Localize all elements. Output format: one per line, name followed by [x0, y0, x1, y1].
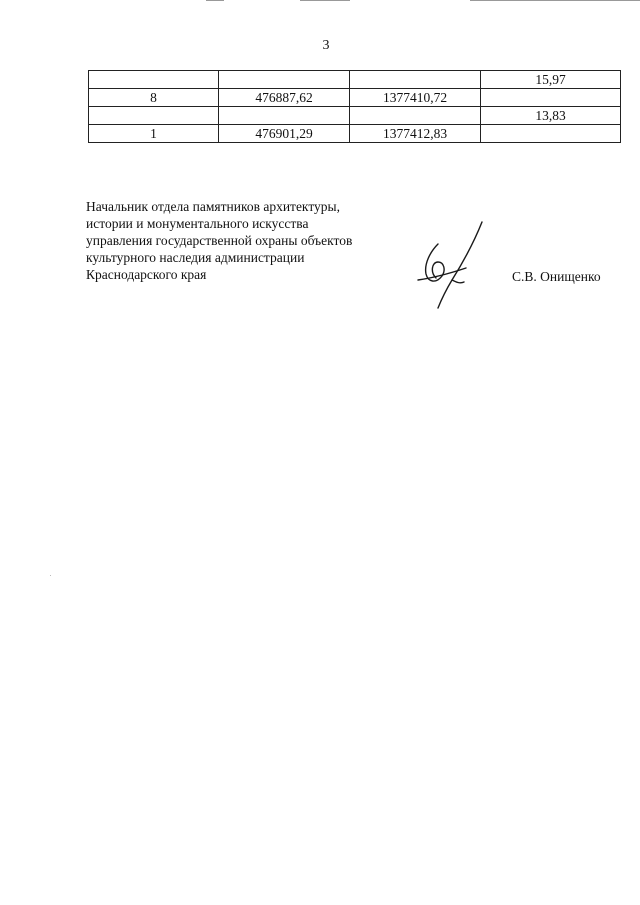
scan-speck	[50, 575, 51, 576]
position-line: культурного наследия администрации	[86, 250, 305, 265]
position-line: Краснодарского края	[86, 267, 207, 282]
position-line: Начальник отдела памятников архитектуры,	[86, 199, 340, 214]
distance-cell	[481, 125, 621, 143]
signatory-position	[86, 198, 406, 283]
x-coordinate-cell	[219, 71, 350, 89]
table-row	[89, 71, 621, 89]
x-coordinate-cell: 476887,62	[219, 89, 350, 107]
point-cell: 1	[89, 125, 219, 143]
y-coordinate-cell	[350, 107, 481, 125]
y-coordinate-cell: 1377412,83	[350, 125, 481, 143]
distance-cell: 13,83	[481, 107, 621, 125]
x-coordinate-cell	[219, 107, 350, 125]
y-coordinate-cell: 1377410,72	[350, 89, 481, 107]
point-cell: 8	[89, 89, 219, 107]
handwritten-signature-icon	[408, 218, 488, 310]
signer-name: С.В. Онищенко	[512, 269, 601, 284]
scan-edge-line	[300, 0, 350, 1]
position-line: истории и монументального искусства	[86, 216, 309, 231]
table-row	[89, 125, 621, 143]
point-cell	[89, 71, 219, 89]
scan-edge-line	[470, 0, 640, 1]
page-number: 3	[322, 38, 330, 53]
position-line: управления государственной охраны объектов	[86, 233, 353, 248]
x-coordinate-cell: 476901,29	[219, 125, 350, 143]
distance-cell	[481, 89, 621, 107]
y-coordinate-cell	[350, 71, 481, 89]
distance-cell: 15,97	[481, 71, 621, 89]
scan-edge-line	[206, 0, 224, 1]
table-row	[89, 89, 621, 107]
coordinates-table	[88, 70, 621, 143]
table-row	[89, 107, 621, 125]
point-cell	[89, 107, 219, 125]
